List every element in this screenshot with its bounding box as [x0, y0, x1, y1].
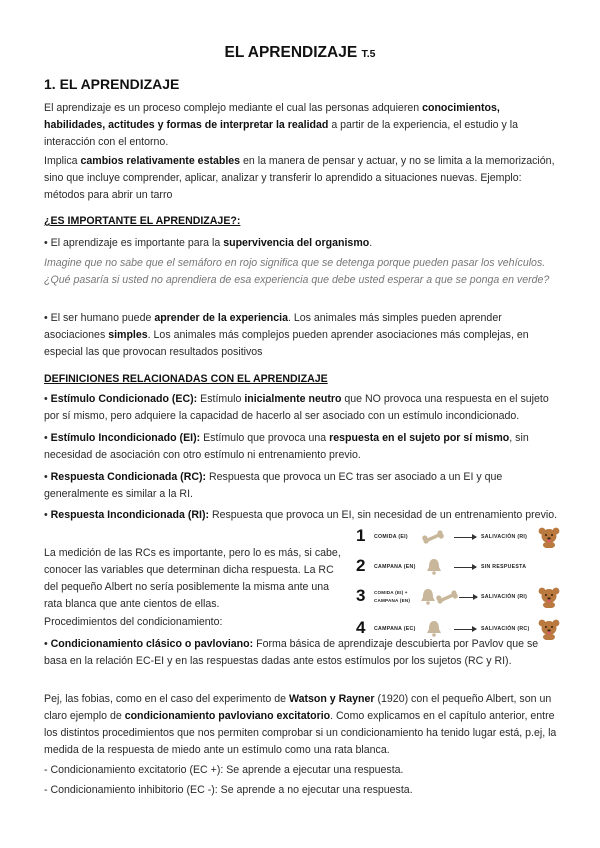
traffic-light-example: Imagine que no sabe que el semáforo en rojo significa que se detenga porque pueden pasar los vehículos. ¿Qué pasaría si usted no aprendiera de esa experiencia que debe usted esperar a que se ponga en verde? — [44, 257, 550, 286]
arrow — [454, 567, 476, 568]
diagram-row-2 — [356, 556, 560, 580]
measurement-paragraph: La medición de las RCs es importante, pero lo es más, si cabe, conocer las variables que determinan dicha respuesta. La RC del pequeño Albert no sería posiblemente la misma ante una rata blanca que ante cientos de ellas. — [44, 547, 341, 610]
text-run: • — [44, 509, 51, 521]
procedures-label: Procedimientos del condicionamiento: — [44, 616, 223, 628]
row-response-label: SALIVACIÓN (RC) — [481, 626, 530, 632]
arrow — [454, 537, 476, 538]
bold-text: supervivencia del organismo — [223, 237, 370, 249]
intro-paragraph — [44, 100, 560, 151]
diagram-row-1 — [356, 526, 560, 550]
text-run: • El ser humano puede — [44, 312, 155, 324]
text-run: • — [44, 471, 51, 483]
bell-icon — [426, 558, 442, 576]
text-run: • — [44, 393, 51, 405]
bold-text: Respuesta Incondicionada (RI): — [50, 509, 209, 521]
bold-text: Watson y Rayner — [288, 693, 375, 705]
text-run: en la manera de pensar y actuar, y no se limita a la memorización, sino que incluye comprender, aplicar, analizar y transferir lo aprendido a situaciones nuevas. Ejemplo: métodos para abrir un tarro — [44, 155, 555, 201]
title-suffix: T.5 — [361, 48, 376, 60]
bold-text: Estímulo Condicionado (EC): — [50, 393, 198, 405]
text-run: Forma básica de aprendizaje descubierta por Pavlov que se basa en la relación EC-EI y en las respuestas dadas ante estos estímulos por los sujetos (RC y RI). — [44, 638, 539, 667]
changes-paragraph — [44, 153, 560, 204]
text-run: . Los animales más complejos pueden aprender asociaciones más complejas, en especial las que provocan resultados positivos — [44, 329, 529, 358]
row-stimulus-label: CAMPANA (EC) — [374, 626, 416, 632]
bold-text: Estímulo Incondicionado (EI): — [50, 432, 201, 444]
definition-ri — [44, 507, 560, 524]
pavlov-diagram — [356, 526, 560, 646]
page-title — [0, 44, 600, 62]
row-stimulus-label: CAMPANA (EN) — [374, 564, 416, 570]
section-heading: 1. EL APRENDIZAJE — [44, 76, 180, 92]
dog-icon — [538, 618, 560, 640]
row-number: 4 — [356, 618, 366, 637]
text-run: (1920) con el pequeño Albert, son un claro ejemplo de — [44, 693, 552, 722]
inhibitory-item: - Condicionamiento inhibitorio (EC -): Se aprende a no ejecutar una respuesta. — [44, 784, 413, 796]
excitatory-item: - Condicionamiento excitatorio (EC +): Se aprende a ejecutar una respuesta. — [44, 764, 404, 776]
diagram-row-4 — [356, 618, 560, 642]
bold-text: Condicionamiento clásico o pavloviano: — [50, 638, 254, 650]
text-run: • — [44, 638, 51, 650]
row-stimulus-label-line2: CAMPANA (EN) — [374, 598, 411, 603]
bell-icon — [426, 620, 442, 638]
row-stimulus-label-line1: COMIDA (EI) + — [374, 590, 408, 595]
text-run: a partir de la experiencia, el estudio y la interacción con el entorno. — [44, 119, 518, 148]
row-stimulus-label: COMIDA (EI) — [374, 534, 408, 540]
text-run: Estímulo — [197, 393, 245, 405]
text-run: . Los animales más simples pueden aprender asociaciones — [44, 312, 502, 341]
definition-ec — [44, 391, 560, 425]
text-run: Estímulo que provoca una — [200, 432, 330, 444]
phobias-paragraph — [44, 691, 560, 759]
text-run: El aprendizaje es un proceso complejo mediante el cual las personas adquieren — [44, 102, 423, 114]
row-response-label: SIN RESPUESTA — [481, 564, 527, 570]
text-run: • El aprendizaje es importante para la — [44, 237, 224, 249]
bold-text: cambios relativamente estables — [80, 155, 241, 167]
experience-bullet — [44, 310, 560, 361]
text-run: Pej, las fobias, como en el caso del experimento de — [44, 693, 289, 705]
importance-heading: ¿ES IMPORTANTE EL APRENDIZAJE?: — [44, 215, 241, 227]
arrow — [454, 629, 476, 630]
bold-text: respuesta en el sujeto por sí mismo — [329, 432, 510, 444]
bold-text: inicialmente neutro — [244, 393, 342, 405]
bell-icon — [420, 588, 436, 606]
bone-icon — [422, 528, 444, 546]
bone-icon — [436, 588, 458, 606]
row-number: 2 — [356, 556, 366, 575]
title-main: EL APRENDIZAJE — [224, 44, 358, 61]
definition-ei — [44, 430, 560, 464]
text-run: . — [369, 237, 373, 249]
definition-rc — [44, 469, 560, 503]
row-number: 3 — [356, 586, 366, 605]
text-run: • — [44, 432, 51, 444]
text-run: , sin necesidad de asociación con otro estímulo ni entrenamiento previo. — [44, 432, 529, 461]
bold-text: condicionamiento pavloviano excitatorio — [124, 710, 331, 722]
text-run: Respuesta que provoca un EC tras ser asociado a un EI y que generalmente es similar a la RI. — [44, 471, 503, 500]
bold-text: conocimientos, habilidades, actitudes y formas de interpretar la realidad — [44, 102, 500, 131]
survival-bullet — [44, 235, 560, 252]
row-response-label: SALIVACIÓN (RI) — [481, 594, 528, 600]
row-number: 1 — [356, 526, 366, 545]
bold-text: Respuesta Condicionada (RC): — [50, 471, 207, 483]
dog-icon — [538, 526, 560, 548]
text-run: Implica — [44, 155, 81, 167]
text-run: Respuesta que provoca un EI, sin necesidad de un entrenamiento previo. — [209, 509, 558, 521]
bold-text: aprender de la experiencia — [154, 312, 288, 324]
definitions-heading: DEFINICIONES RELACIONADAS CON EL APRENDIZAJE — [44, 373, 328, 385]
diagram-row-3 — [356, 586, 560, 610]
row-response-label: SALIVACIÓN (RI) — [481, 534, 528, 540]
text-run: . Como explicamos en el capítulo anterior, entre los distintos procedimientos que nos permiten comprobar si un condicionamiento ha tenido lugar está, p.ej, la medida de la respuesta de miedo ante un estímulo como una rata blanca. — [44, 710, 557, 756]
arrow — [459, 597, 477, 598]
bold-text: simples — [108, 329, 148, 341]
text-run: que NO provoca una respuesta en el sujeto por sí mismo, pero adquiere la capacidad de hacerlo al ser asociado con un estímulo incondicionado. — [44, 393, 549, 422]
dog-icon — [538, 586, 560, 608]
